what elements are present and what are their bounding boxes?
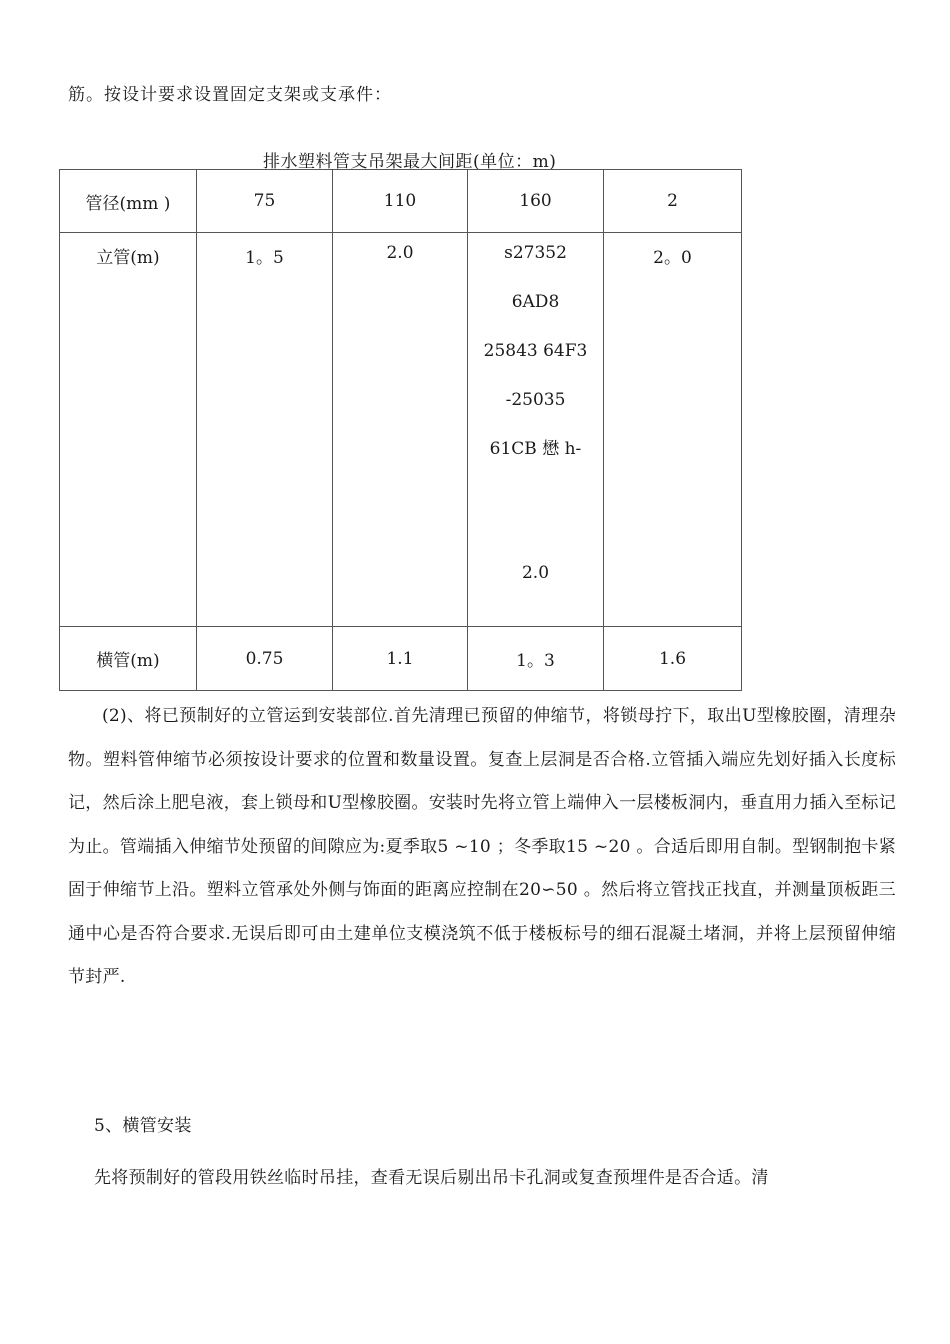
horizontal-cell-75: 0.75 bbox=[197, 627, 333, 691]
riser-cell-160-gap bbox=[468, 488, 603, 563]
horizontal-cell-110: 1.1 bbox=[333, 627, 468, 691]
header-cell-diameter: 管径(mm ) bbox=[60, 170, 197, 233]
header-cell-2: 2 bbox=[604, 170, 742, 233]
horizontal-label: 横管(m) bbox=[60, 627, 197, 691]
paragraph-riser-installation: (2)、将已预制好的立管运到安装部位.首先清理已预留的伸缩节，将锁母拧下，取出U型橡胶圈，清理杂物。塑料管伸缩节必须按设计要求的位置和数量设置。复查上层洞是否合格.立管插入端应先划好插入长度标记，然后涂上肥皂液，套上锁母和U型橡胶圈。安装时先将立管上端伸入一层楼板洞内，垂直用力插入至标记为止。管端插入伸缩节处预留的间隙应为:夏季取5 ~10 ；冬季取15 ~20 。合适后即用自制。型钢制抱卡紧固于伸缩节上沿。塑料立管承处外侧与饰面的距离应控制在20∽50 。然后将立管找正找直，并测量顶板距三通中心是否符合要求.无误后即可由土建单位支模浇筑不低于楼板标号的细石混凝土堵洞，并将上层预留伸缩节封严. bbox=[68, 706, 896, 987]
intro-line: 筋。按设计要求设置固定支架或支承件： bbox=[68, 85, 392, 105]
table-row-horizontal bbox=[60, 627, 742, 691]
riser-label: 立管(m) bbox=[60, 233, 197, 627]
riser-cell-160-value: 2.0 bbox=[521, 563, 550, 583]
riser-cell-160-line: 6AD8 bbox=[511, 292, 560, 312]
riser-cell-160-line: 25843 64F3 bbox=[483, 341, 588, 361]
header-cell-75: 75 bbox=[197, 170, 333, 233]
header-cell-160: 160 bbox=[468, 170, 604, 233]
riser-cell-160-line: s27352 bbox=[504, 243, 567, 263]
riser-cell-160-line: 61CB 懋 h- bbox=[489, 439, 582, 459]
riser-cell-75: 1。5 bbox=[197, 233, 333, 627]
riser-cell-2: 2。0 bbox=[604, 233, 742, 627]
riser-cell-160-line: -25035 bbox=[505, 390, 566, 410]
table-row-riser bbox=[60, 233, 742, 627]
paragraph-horizontal-pipe: 先将预制好的管段用铁丝临时吊挂，查看无误后剔出吊卡孔洞或复查预埋件是否合适。清 bbox=[94, 1168, 769, 1188]
table-row-header bbox=[60, 170, 742, 233]
horizontal-cell-2: 1.6 bbox=[604, 627, 742, 691]
header-cell-110: 110 bbox=[333, 170, 468, 233]
table-caption: 排水塑料管支吊架最大间距(单位：m) bbox=[263, 152, 557, 172]
pipe-support-spacing-table bbox=[59, 169, 742, 691]
horizontal-cell-160: 1。3 bbox=[468, 627, 604, 691]
riser-cell-110: 2.0 bbox=[333, 233, 468, 627]
section-heading: 5、横管安装 bbox=[94, 1116, 192, 1136]
riser-cell-160 bbox=[468, 233, 604, 627]
